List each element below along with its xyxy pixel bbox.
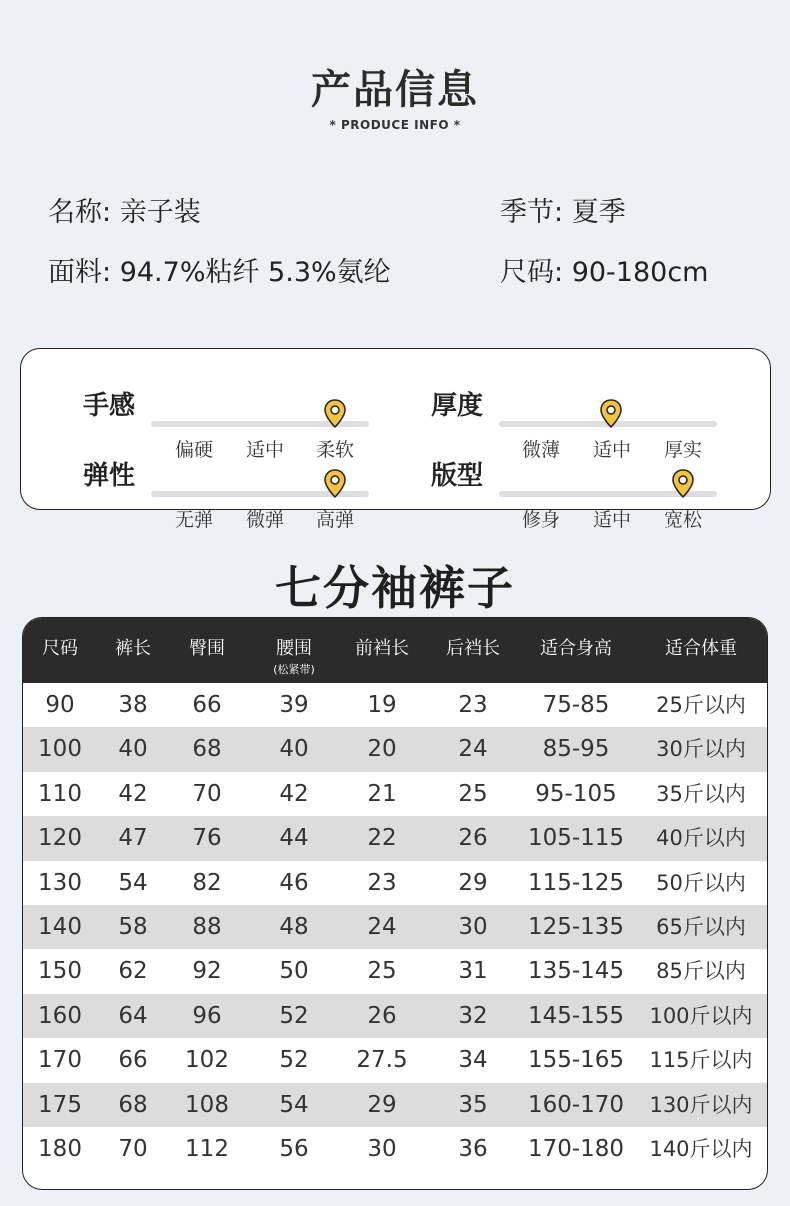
table-cell: 102 — [185, 1047, 229, 1074]
attribute-panel — [20, 348, 771, 531]
table-row — [23, 1083, 768, 1127]
attribute-option: 无弹 — [174, 509, 214, 531]
location-pin-icon — [323, 399, 347, 429]
table-row — [23, 727, 768, 771]
table-cell: 62 — [118, 958, 148, 985]
info-fabric — [48, 250, 391, 289]
info-size — [500, 250, 708, 289]
table-cell: 130斤以内 — [649, 1092, 753, 1117]
table-row — [23, 994, 768, 1038]
attribute-option: 适中 — [592, 439, 632, 461]
attribute-option: 微弹 — [245, 509, 285, 531]
column-header: 臀围 — [189, 638, 225, 659]
attribute-option: 微薄 — [521, 439, 561, 461]
table-cell: 100 — [38, 736, 82, 763]
size-chart-table — [22, 617, 768, 1190]
info-fabric-label: 面料: — [48, 257, 112, 288]
table-header — [23, 618, 768, 683]
table-row — [23, 905, 768, 949]
location-pin-icon — [323, 469, 347, 499]
table-cell: 108 — [185, 1091, 229, 1118]
table-cell: 68 — [192, 736, 222, 763]
info-size-label: 尺码: — [500, 257, 564, 288]
table-cell: 58 — [118, 914, 148, 940]
table-row — [23, 949, 768, 993]
info-season-label: 季节: — [500, 197, 564, 228]
table-cell: 145-155 — [527, 1002, 625, 1029]
table-cell: 30 — [458, 914, 488, 940]
table-cell: 35 — [458, 1091, 488, 1118]
table-cell: 76 — [192, 825, 222, 852]
table-cell: 90 — [45, 692, 75, 718]
table-cell: 155-165 — [527, 1047, 625, 1074]
table-cell: 66 — [118, 1047, 148, 1074]
table-cell: 26 — [458, 825, 488, 852]
column-header: 尺码 — [42, 638, 78, 659]
table-cell: 66 — [192, 692, 222, 718]
column-header: 裤长 — [115, 638, 151, 659]
attribute-name: 弹性 — [83, 461, 136, 491]
table-cell: 50斤以内 — [656, 870, 746, 895]
table-cell: 23 — [367, 869, 397, 896]
info-season — [500, 190, 626, 229]
table-cell: 110 — [38, 780, 82, 807]
table-cell: 25 — [367, 958, 397, 985]
table-cell: 34 — [458, 1047, 488, 1074]
table-cell: 30 — [367, 1136, 397, 1162]
table-cell: 52 — [279, 1047, 309, 1074]
table-cell: 35斤以内 — [656, 781, 746, 806]
table-cell: 56 — [279, 1136, 309, 1162]
table-row — [23, 683, 768, 727]
table-cell: 46 — [279, 869, 309, 896]
table-cell: 170-180 — [527, 1136, 625, 1162]
info-season-value: 夏季 — [571, 197, 626, 228]
table-cell: 24 — [458, 736, 488, 763]
table-cell: 64 — [118, 1002, 148, 1029]
table-cell: 54 — [279, 1091, 309, 1118]
table-cell: 40斤以内 — [656, 826, 746, 851]
table-cell: 25 — [458, 780, 488, 807]
table-cell: 27.5 — [356, 1047, 408, 1074]
page-title: 产品信息 — [311, 67, 479, 113]
attribute-option: 高弹 — [315, 509, 355, 531]
table-cell: 36 — [458, 1136, 488, 1162]
table-cell: 25斤以内 — [656, 693, 746, 717]
table-cell: 70 — [192, 780, 222, 807]
table-cell: 75-85 — [542, 692, 610, 718]
table-row — [23, 772, 768, 816]
attribute-option: 偏硬 — [174, 439, 214, 461]
table-cell: 95-105 — [535, 780, 617, 807]
waist-note: (松紧带) — [273, 663, 315, 676]
info-name-label: 名称: — [48, 197, 112, 228]
column-header: 适合体重 — [665, 638, 737, 659]
table-cell: 42 — [279, 780, 309, 807]
table-cell: 92 — [192, 958, 222, 985]
table-cell: 31 — [458, 958, 488, 985]
table-cell: 44 — [279, 825, 309, 852]
attribute-option: 适中 — [245, 439, 285, 461]
table-cell: 150 — [38, 958, 82, 985]
table-cell: 23 — [458, 692, 488, 718]
page-subtitle: * PRODUCE INFO * — [329, 118, 461, 132]
table-cell: 120 — [38, 825, 82, 852]
info-name-value: 亲子装 — [119, 197, 201, 228]
table-cell: 70 — [118, 1136, 148, 1162]
table-cell: 50 — [279, 958, 309, 985]
table-cell: 130 — [38, 869, 82, 896]
attribute-name: 厚度 — [431, 391, 484, 421]
table-cell: 68 — [118, 1091, 148, 1118]
table-cell: 65斤以内 — [656, 915, 746, 939]
product-info-header — [0, 62, 790, 132]
table-cell: 140 — [38, 914, 82, 940]
table-cell: 140斤以内 — [649, 1137, 753, 1161]
table-cell: 26 — [367, 1002, 397, 1029]
info-fabric-value: 94.7%粘纤 5.3%氨纶 — [119, 257, 391, 288]
table-row — [23, 1038, 768, 1082]
table-cell: 115斤以内 — [649, 1048, 753, 1073]
size-chart-title: 七分袖裤子 — [275, 561, 515, 615]
table-cell: 96 — [192, 1002, 222, 1029]
attribute-option: 厚实 — [663, 439, 703, 461]
table-cell: 29 — [367, 1091, 397, 1118]
attribute-option: 柔软 — [315, 439, 355, 461]
table-cell: 85斤以内 — [656, 959, 746, 984]
table-cell: 21 — [367, 780, 397, 807]
attribute-option: 适中 — [592, 509, 632, 531]
table-cell: 170 — [38, 1047, 82, 1074]
table-cell: 160 — [38, 1002, 82, 1029]
table-cell: 54 — [118, 869, 148, 896]
table-cell: 85-95 — [542, 736, 610, 763]
info-size-value: 90-180cm — [571, 257, 709, 288]
table-row — [23, 1127, 768, 1171]
table-cell: 29 — [458, 869, 488, 896]
table-cell: 88 — [192, 914, 222, 940]
table-cell: 19 — [367, 692, 397, 718]
location-pin-icon — [671, 469, 695, 499]
column-header: 后裆长 — [446, 638, 500, 659]
table-cell: 48 — [279, 914, 309, 940]
table-cell: 40 — [279, 736, 309, 763]
table-cell: 20 — [367, 736, 397, 763]
table-row — [23, 816, 768, 860]
table-cell: 112 — [185, 1136, 229, 1162]
table-cell: 32 — [458, 1002, 488, 1029]
attribute-name: 版型 — [431, 461, 484, 491]
table-cell: 30斤以内 — [656, 737, 746, 762]
column-header: 适合身高 — [540, 638, 612, 659]
column-header: 前裆长 — [355, 638, 409, 659]
table-cell: 135-145 — [527, 958, 625, 985]
table-cell: 125-135 — [527, 914, 625, 940]
table-cell: 42 — [118, 780, 148, 807]
table-cell: 47 — [118, 825, 148, 852]
location-pin-icon — [599, 399, 623, 429]
attribute-name: 手感 — [83, 391, 136, 421]
table-cell: 38 — [118, 692, 148, 718]
table-cell: 40 — [118, 736, 148, 763]
table-cell: 115-125 — [527, 869, 625, 896]
table-cell: 24 — [367, 914, 397, 940]
table-cell: 52 — [279, 1002, 309, 1029]
attribute-option: 宽松 — [663, 509, 703, 531]
table-cell: 175 — [38, 1091, 82, 1118]
table-cell: 82 — [192, 869, 222, 896]
info-name — [48, 190, 201, 229]
attribute-option: 修身 — [521, 509, 561, 531]
table-cell: 160-170 — [527, 1091, 625, 1118]
table-cell: 105-115 — [527, 825, 625, 852]
table-cell: 100斤以内 — [649, 1003, 753, 1028]
column-header: 腰围 (松紧带) — [273, 638, 315, 676]
table-cell: 39 — [279, 692, 309, 718]
table-cell: 22 — [367, 825, 397, 852]
table-row — [23, 861, 768, 905]
table-cell: 180 — [38, 1136, 82, 1162]
